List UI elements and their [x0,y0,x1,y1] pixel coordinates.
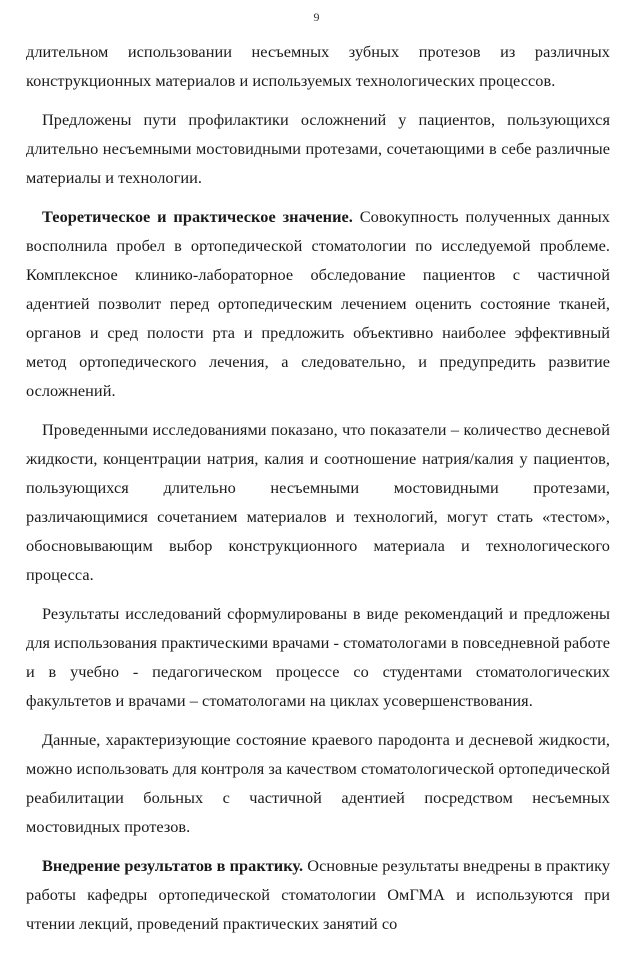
paragraph-lead-heading: Внедрение результатов в практику. [42,856,304,875]
page-body [26,37,610,948]
paragraph-significance [26,202,610,405]
paragraph-text: Данные, характеризующие состояние краевого пародонта и десневой жидкости, можно использовать для контроля за качеством стоматологической ортопедической реабилитации больных с частичной адентией посредством несъемных мостовидных протезов. [26,730,610,836]
paragraph-findings [26,415,610,589]
paragraph-text: Совокупность полученных данных восполнила пробел в ортопедической стоматологии по исследуемой проблеме. Комплексное клинико-лабораторное обследование пациентов с частичной адентией позволит перед ортопедическим лечением оценить состояние тканей, органов и сред полости рта и предложить объективно наиболее эффективный метод ортопедического лечения, а следовательно, и предупредить развитие осложнений. [26,207,610,400]
paragraph-recommendations [26,599,610,715]
paragraph-implementation [26,851,610,938]
paragraph-text: Проведенными исследованиями показано, что показатели – количество десневой жидкости, концентрации натрия, калия и соотношение натрия/калия у пациентов, пользующихся длительно несъемными мостовидными протезами, различающимися сочетанием материалов и технологий, могут стать «тестом», обосновывающим выбор конструкционного материала и технологического процесса. [26,420,610,584]
paragraph-text: Предложены пути профилактики осложнений у пациентов, пользующихся длительно несъемными мостовидными протезами, сочетающими в себе различные материалы и технологии. [26,110,610,187]
paragraph-quality-control [26,725,610,841]
paragraph-text: длительном использовании несъемных зубных протезов из различных конструкционных материалов и используемых технологических процессов. [26,42,610,90]
paragraph-text: Основные результаты внедрены в практику работы кафедры ортопедической стоматологии ОмГМА и используются при чтении лекций, проведений практических занятий со [26,856,611,933]
page-number: 9 [313,10,320,24]
paragraph-text: Результаты исследований сформулированы в виде рекомендаций и предложены для использования практическими врачами - стоматологами в повседневной работе и в учебно - педагогическом процессе со студентами стоматологических факультетов и врачами – стоматологами на циклах усовершенствования. [26,604,611,710]
paragraph-lead-heading: Теоретическое и практическое значение. [42,207,353,226]
paragraph-prevention [26,105,610,192]
paragraph-continuation [26,37,610,95]
